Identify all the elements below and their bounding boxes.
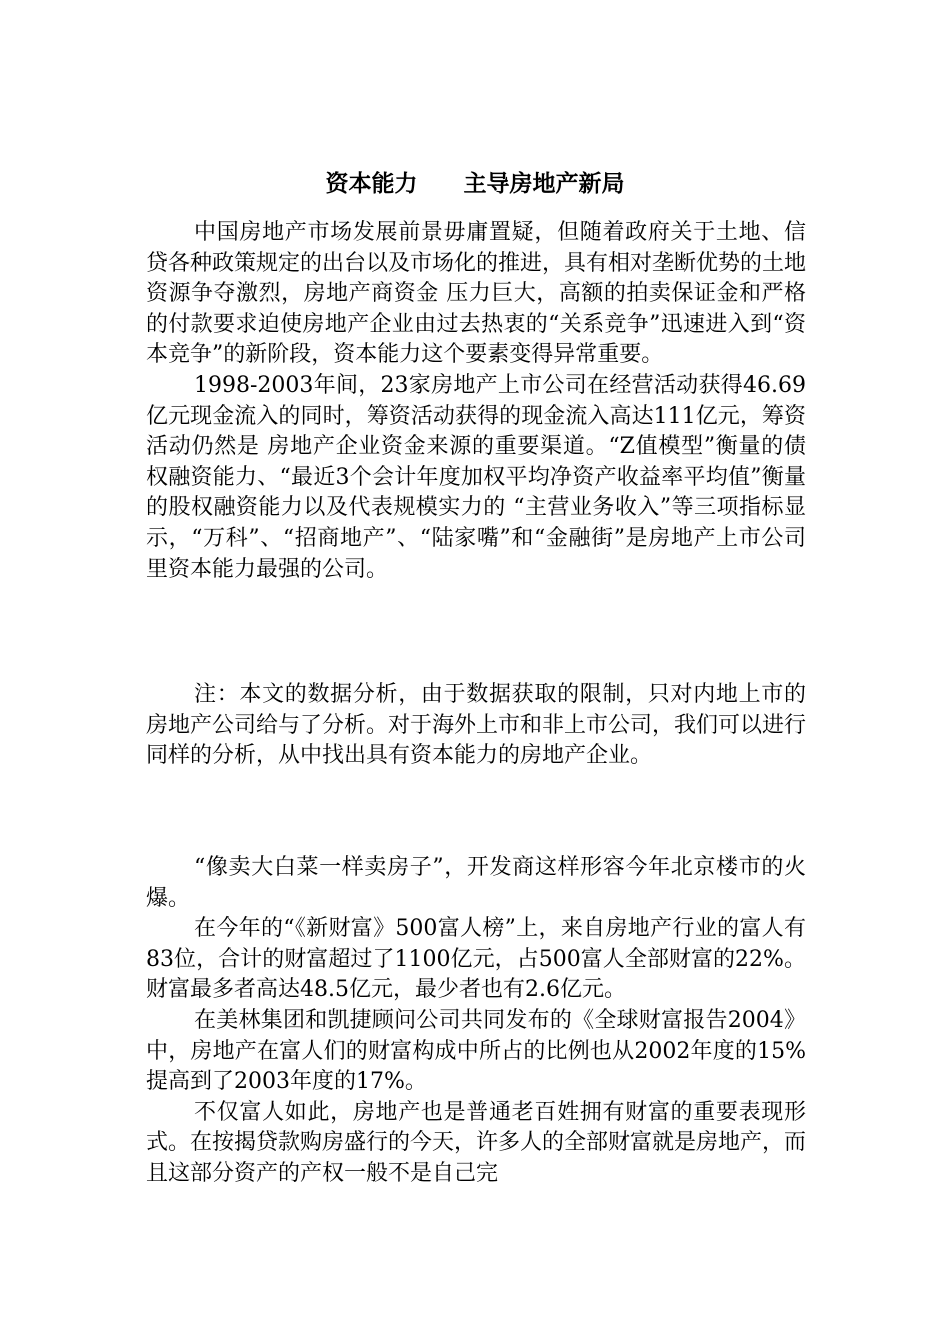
wealth-paragraph-3: 在美林集团和凯捷顾问公司共同发布的《全球财富报告2004》中，房地产在富人们的财富构成中所占的比例也从2002年度的15%提高到了2003年度的17%。 xyxy=(146,1007,806,1095)
note-paragraph: 注：本文的数据分析，由于数据获取的限制，只对内地上市的房地产公司给与了分析。对于海外上市和非上市公司，我们可以进行同样的分析，从中找出具有资本能力的房地产企业。 xyxy=(146,682,807,769)
note-section xyxy=(146,680,806,772)
intro-paragraph-1: 中国房地产市场发展前景毋庸置疑，但随着政府关于土地、信贷各种政策规定的出台以及市场化的推进，具有相对垄断优势的土地资源争夺激烈，房地产商资金 压力巨大，高额的拍卖保证金和严格的付款要求迫使房地产企业由过去热衷的“关系竞争”迅速进入到“资本竞争”的新阶段，资本能力这个要素变得异常重要。 xyxy=(146,220,807,368)
wealth-paragraph-1: “像卖大白菜一样卖房子”，开发商这样形容今年北京楼市的火爆。 xyxy=(146,855,806,911)
intro-paragraph-2: 1998-2003年间，23家房地产上市公司在经营活动获得46.69亿元现金流入的同时，筹资活动获得的现金流入高达111亿元，筹资活动仍然是 房地产企业资金来源的重要渠道。“Z值模型”衡量的债权融资能力、“最近3个会计年度加权平均净资产收益率平均值”衡量的股权融资能力以及代表规模实力的 “主营业务收入”等三项指标显示，“万科”、“招商地产”、“陆家嘴”和“金融街”是房地产上市公司里资本能力最强的公司。 xyxy=(146,372,806,582)
wealth-section xyxy=(146,853,806,1190)
document-title: 资本能力 主导房地产新局 xyxy=(325,171,625,197)
wealth-paragraph-2: 在今年的“《新财富》500富人榜”上，来自房地产行业的富人有83位，合计的财富超过了1100亿元，占500富人全部财富的22%。财富最多者高达48.5亿元，最少者也有2.6亿元。 xyxy=(146,916,806,1003)
wealth-paragraph-4: 不仅富人如此，房地产也是普通老百姓拥有财富的重要表现形式。在按揭贷款购房盛行的今天，许多人的全部财富就是房地产，而且这部分资产的产权一般不是自己完 xyxy=(146,1099,807,1186)
intro-section xyxy=(146,218,806,585)
